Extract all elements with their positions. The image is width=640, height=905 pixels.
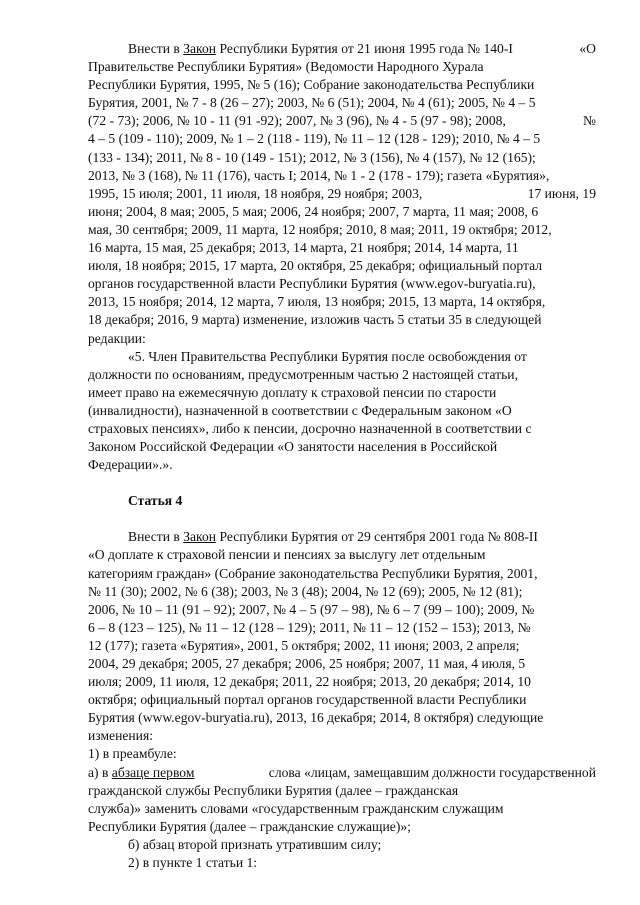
- document-page: [88, 40, 596, 872]
- amendment-list: 1) в преамбуле: а) в абзаце первом слова «лицам, замещавшим должности государственной гражданской службы Республики Бурятия (далее – гражданская служба)» заменить словами «государственным гражданским служащим Республики Бурятия (далее – гражданские служащие)»; б) абзац второй признать утратившим силу; 2) в пункте 1 статьи 1:: [88, 745, 596, 872]
- paragraph-link[interactable]: абзаце первом: [111, 764, 195, 780]
- article-heading: Статья 4: [128, 493, 183, 509]
- list-item: 2) в пункте 1 статьи 1:: [128, 855, 258, 871]
- list-item: а) в абзаце первом слова «лицам, замещавшим должности государственной: [88, 764, 596, 780]
- law-link[interactable]: Закон: [183, 529, 217, 545]
- list-item: б) абзац второй признать утратившим силу;: [128, 836, 382, 852]
- quoted-new-wording: «5. Член Правительства Республики Бурятия после освобождения от должности по основаниям, предусмотренным частью 2 настоящей статьи, имеет право на ежемесячную доплату к страховой пенсии по старости (инвалидности), назначенной в соответствии с Федеральным законом «О страховых пенсиях», либо к пенсии, досрочно назначенной в соответствии с Законом Российской Федерации «О занятости населения в Российской Федерации».».: [88, 348, 532, 473]
- amendment-paragraph-article-4: Внести в Закон Республики Бурятия от 29 сентября 2001 года № 808-II «О доплате к страховой пенсии и пенсиях за выслугу лет отдельным категориям граждан» (Собрание законодательства Республики Бурятия, 2001, № 11 (30); 2002, № 6 (38); 2003, № 3 (48); 2004, № 12 (69); 2005, № 12 (81); 2006, № 10 – 11 (91 – 92); 2007, № 4 – 5 (97 – 98), № 6 – 7 (99 – 100); 2009, № 6 – 8 (123 – 125), № 11 – 12 (128 – 129); 2011, № 11 – 12 (152 – 153); 2013, № 12 (177); газета «Бурятия», 2001, 5 октября; 2002, 11 июня; 2003, 2 апреля; 2004, 29 декабря; 2005, 27 декабря; 2006, 25 ноября; 2007, 11 мая, 4 июля, 5 июля; 2009, 11 июля, 12 декабря; 2011, 22 ноября; 2013, 20 декабря; 2014, 10 октября; официальный портал органов государственной власти Республики Бурятия (www.egov-buryatia.ru), 2013, 16 декабря; 2014, 8 октября) следующие изменения:: [88, 529, 544, 744]
- list-item: 1) в преамбуле:: [88, 746, 177, 762]
- amendment-paragraph-article-3: Внести в Закон Республики Бурятия от 21 июня 1995 года № 140-I «О Правительстве Республики Бурятия» (Ведомости Народного Хурала Республики Бурятия, 1995, № 5 (16); Собрание законодательства Республики Бурятия, 2001, № 7 - 8 (26 – 27); 2003, № 6 (51); 2004, № 4 (61); 2005, № 4 – 5 (72 - 73); 2006, № 10 - 11 (91 -92); 2007, № 3 (96), № 4 - 5 (97 - 98); 2008, № 4 – 5 (109 - 110); 2009, № 1 – 2 (118 - 119), № 11 – 12 (128 - 129); 2010, № 4 – 5 (133 - 134); 2011, № 8 - 10 (149 - 151); 2012, № 3 (156), № 4 (157), № 12 (165); 2013, № 3 (168), № 11 (176), часть I; 2014, № 1 - 2 (178 - 179); газета «Бурятия», 1995, 15 июля; 2001, 11 июля, 18 ноября, 29 ноября; 2003, 17 июня, 19 июня; 2004, 8 мая; 2005, 5 мая; 2006, 24 ноября; 2007, 7 марта, 11 мая; 2008, 6 мая, 30 сентября; 2009, 11 марта, 12 ноября; 2010, 8 мая; 2011, 19 октября; 2012, 16 марта, 15 мая, 25 декабря; 2013, 14 марта, 21 ноября; 2014, 14 марта, 11 июля, 18 ноября; 2015, 17 марта, 20 октября, 25 декабря; официальный портал органов государственной власти Республики Бурятия (www.egov-buryatia.ru), 2013, 15 ноября; 2014, 12 марта, 7 июля, 13 ноября; 2015, 13 марта, 14 октября, 18 декабря; 2016, 9 марта) изменение, изложив часть 5 статьи 35 в следующей редакции:: [88, 41, 596, 346]
- law-link[interactable]: Закон: [183, 41, 217, 56]
